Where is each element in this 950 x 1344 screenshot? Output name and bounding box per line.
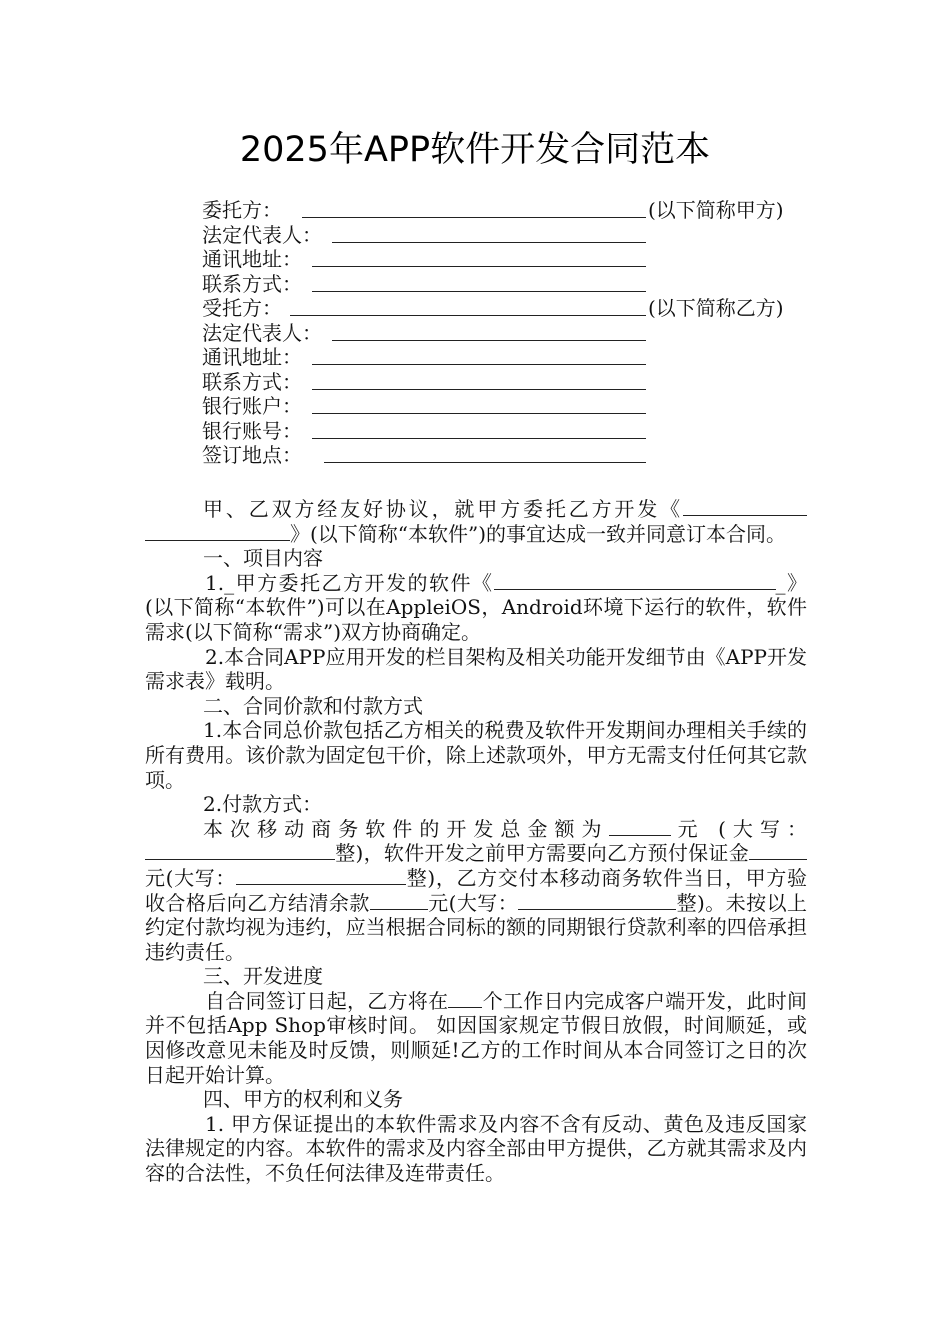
fill-in-blank — [145, 522, 290, 541]
fill-in-line — [312, 413, 646, 414]
section-heading: 三、开发进度 — [203, 964, 323, 989]
section-heading: 二、合同价款和付款方式 — [203, 693, 423, 718]
fill-in-line — [302, 217, 646, 218]
fill-in-line — [312, 291, 646, 292]
fill-in-blank — [749, 841, 807, 860]
fill-in-blank — [609, 817, 671, 836]
fill-in-blank — [683, 497, 807, 516]
field-label: 联系方式： — [202, 271, 302, 296]
section-heading: 四、甲方的权利和义务 — [203, 1087, 403, 1112]
intro-text-b: 》(以下简称“本软件”)的事宜达成一致并同意订本合同。 — [290, 521, 787, 546]
fill-in-blank — [236, 866, 406, 885]
clause-text: _》(以下简称“本软件”)可以在AppleiOS，Android环境下运行的软件，软件需求(以下简称“需求”)双方协商确定。 — [145, 570, 807, 644]
field-suffix: (以下简称乙方) — [648, 296, 784, 320]
field-label: 联系方式： — [202, 369, 302, 394]
fill-in-blank — [370, 891, 428, 910]
fill-in-line — [332, 242, 646, 243]
fill-in-line — [290, 315, 646, 316]
fill-in-line — [312, 364, 646, 365]
fill-in-blank — [494, 571, 776, 590]
s2-clause-2: 2.付款方式： — [203, 792, 323, 817]
fill-in-blank — [518, 891, 676, 910]
clause-text: 元(大写： — [427, 890, 519, 915]
fill-in-blank — [145, 841, 335, 860]
fill-in-blank — [448, 989, 482, 1008]
s2-clause-1: 1.本合同总价款包括乙方相关的税费及软件开发期间办理相关手续的所有费用。该价款为固定包干价，除上述款项外，甲方无需支付任何其它款项。 — [145, 718, 807, 792]
fill-in-line — [312, 266, 646, 267]
field-label: 通讯地址： — [202, 345, 302, 369]
field-label: 通讯地址： — [202, 247, 302, 271]
field-suffix: (以下简称甲方) — [648, 198, 784, 222]
clause-text: 自合同签订日起，乙方将在 — [205, 988, 449, 1013]
party-row-contractor — [202, 296, 812, 321]
s1-clause-2: 2.本合同APP应用开发的栏目架构及相关功能开发细节由《APP开发需求表》载明。 — [145, 644, 807, 694]
party-row-contractor-address — [202, 345, 812, 370]
fill-in-line — [312, 438, 646, 439]
fill-in-line — [324, 462, 646, 463]
clause-text: 元 (大写： — [670, 816, 807, 841]
fill-in-line — [312, 389, 646, 390]
intro-paragraph — [145, 497, 807, 546]
party-row-bank-number — [202, 419, 812, 444]
section-heading: 一、项目内容 — [203, 546, 323, 571]
party-row-client-rep — [202, 223, 812, 248]
party-row-contractor-contact — [202, 370, 812, 395]
intro-text-a: 甲、乙双方经友好协议，就甲方委托乙方开发《 — [203, 497, 683, 521]
party-row-client-address — [202, 247, 812, 272]
field-label: 银行账号： — [202, 418, 302, 443]
field-label: 法定代表人： — [202, 320, 322, 345]
field-label: 受托方： — [202, 296, 282, 320]
party-row-signing-place — [202, 443, 812, 468]
field-label: 签订地点： — [202, 443, 302, 467]
fill-in-line — [332, 340, 646, 341]
party-row-client — [202, 198, 812, 223]
clause-text: 整)，软件开发之前甲方需要向乙方预付保证金 — [335, 841, 749, 866]
s2-payment-terms — [145, 817, 807, 965]
clause-text: 1._甲方委托乙方开发的软件《 — [205, 570, 494, 595]
field-label: 法定代表人： — [202, 222, 322, 247]
party-row-client-contact — [202, 272, 812, 297]
clause-text: 本次移动商务软件的开发总金额为 — [203, 816, 609, 841]
clause-text: 整)，乙方交付本移动商务软件当日，甲方验收合格后向乙方结清余款 — [145, 865, 807, 915]
clause-text: 元(大写： — [145, 865, 237, 890]
contract-body — [145, 497, 807, 1186]
field-label: 委托方： — [202, 198, 282, 222]
party-row-bank-account — [202, 394, 812, 419]
document-title: 2025年APP软件开发合同范本 — [239, 130, 711, 170]
s3-clause-1 — [145, 989, 807, 1087]
s1-clause-1 — [145, 571, 807, 645]
party-info-block — [202, 198, 812, 468]
party-row-contractor-rep — [202, 321, 812, 346]
field-label: 银行账户： — [202, 394, 302, 418]
clause-text: 个工作日内完成客户端开发，此时间并不包括App Shop审核时间。 如因国家规定节假日放假，时间顺延，或因修改意见未能及时反馈，则顺延!乙方的工作时间从本合同签订之日的次日起开始计算。 — [145, 988, 808, 1087]
s4-clause-1: 1. 甲方保证提出的本软件需求及内容不含有反动、黄色及违反国家法律规定的内容。本软件的需求及内容全部由甲方提供，乙方就其需求及内容的合法性，不负任何法律及连带责任。 — [145, 1111, 807, 1186]
clause-text: 整)。未按以上约定付款均视为违约，应当根据合同标的额的同期银行贷款利率的四倍承担违约责任。 — [145, 890, 808, 964]
